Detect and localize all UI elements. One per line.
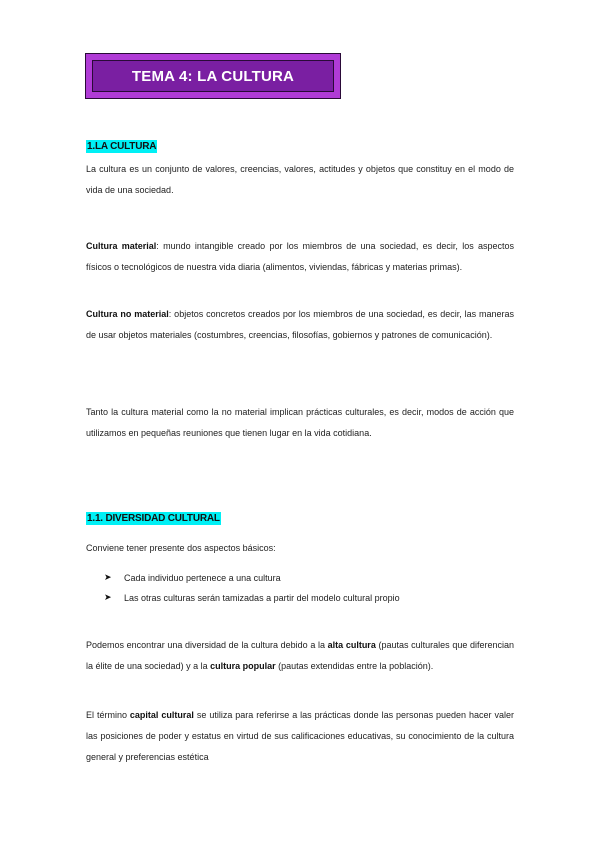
arrowhead-bullet-icon: ➤ [104,592,112,602]
term-alta-cultura: alta cultura [327,640,376,650]
bullet-text: Cada individuo pertenece a una cultura [124,572,281,583]
title-banner-inner [92,60,334,92]
text-diversidad-b: (pautas culturales que diferencian la élite de una sociedad) y a la [86,640,515,671]
term-cultura-popular: cultura popular [210,661,276,671]
bullet-text: Las otras culturas serán tamizadas a partir del modelo cultural propio [124,592,400,603]
title-banner [85,53,341,99]
text-capital-b: se utiliza para referirse a las prácticas donde las personas pueden hacer valer las posiciones de poder y estatus en virtud de sus calificaciones educativas, su conocimiento de la cultura general y preferencias estética [86,710,514,762]
section-heading-diversidad-cultural: 1.1. DIVERSIDAD CULTURAL [87,513,220,524]
term-cultura-no-material: Cultura no material [86,309,169,319]
text-diversidad-a: Podemos encontrar una diversidad de la cultura debido a la [86,640,328,650]
paragraph-intro: La cultura es un conjunto de valores, creencias, valores, actitudes y objetos que constituy en el modo de vida de una sociedad. [86,164,514,195]
term-cultura-material: Cultura material [86,241,157,251]
paragraph-cultura-no-material [86,304,514,346]
paragraph-practicas: Tanto la cultura material como la no material implican prácticas culturales, es decir, modos de acción que utilizamos en pequeñas reuniones que tienen lugar en la vida cotidiana. [86,407,514,438]
bullet-item [104,592,400,603]
paragraph-diversidad [86,635,514,677]
term-capital-cultural: capital cultural [129,710,194,720]
paragraph-cultura-material [86,236,514,278]
text-cultura-no-material: : objetos concretos creados por los miembros de una sociedad, es decir, las maneras de usar objetos materiales (costumbres, creencias, filosofías, gobiernos y patrones de comunicación). [86,309,514,340]
paragraph-lead: Conviene tener presente dos aspectos básicos: [86,543,276,553]
section-heading-la-cultura: 1.LA CULTURA [87,141,157,152]
text-cultura-material: : mundo intangible creado por los miembros de una sociedad, es decir, los aspectos físicos o tecnológicos de nuestra vida diaria (alimentos, viviendas, fábricas y materias primas). [86,241,514,272]
bullet-item [104,572,281,583]
text-diversidad-c: (pautas extendidas entre la población). [275,661,434,671]
text-capital-a: El término [86,710,130,720]
page-title: TEMA 4: LA CULTURA [131,67,295,85]
arrowhead-bullet-icon: ➤ [104,572,112,582]
paragraph-capital-cultural [86,705,514,768]
